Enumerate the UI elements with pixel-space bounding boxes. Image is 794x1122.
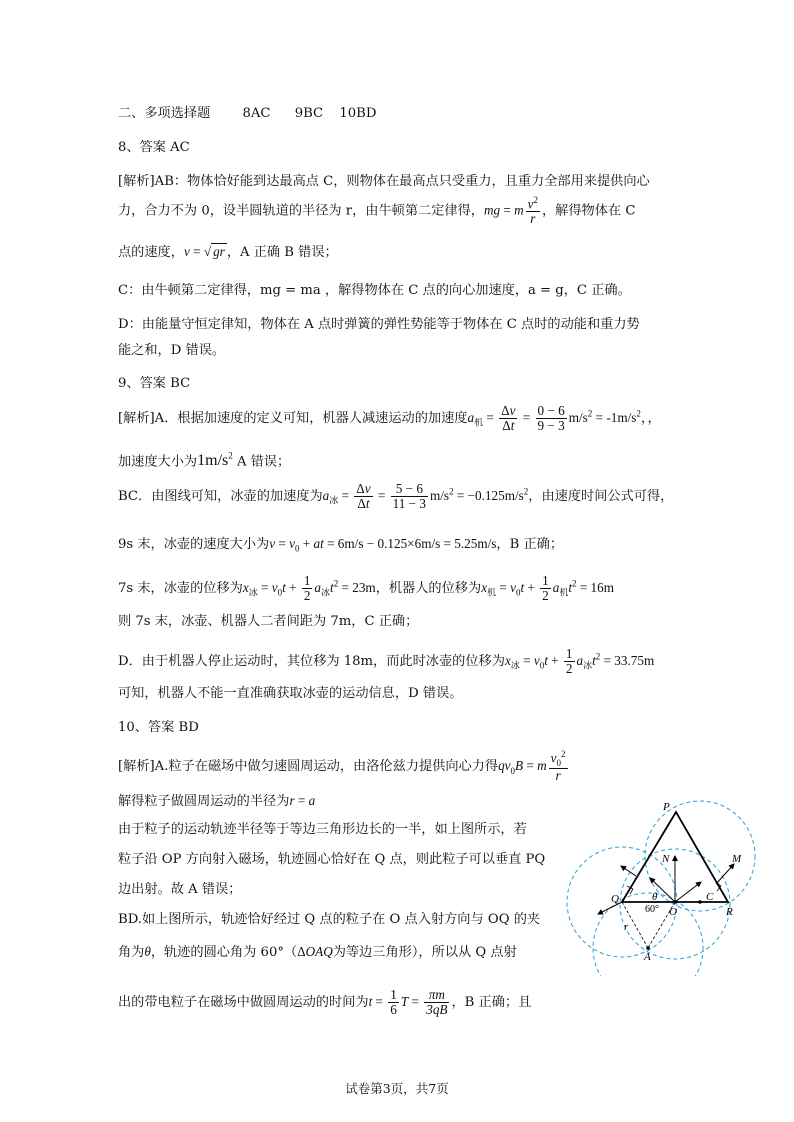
q10-head: 10、答案 BD <box>118 720 199 735</box>
label-N: N <box>662 853 670 865</box>
label-R: R <box>726 906 733 918</box>
q10-line6: BD.如上图所示，轨迹恰好经过 Q 点的粒子在 O 点入射方向与 OQ 的夹 <box>118 912 541 927</box>
q10-line7: 角为θ，轨迹的圆心角为 60°（ΔOAQ为等边三角形），所以从 Q 点射 <box>118 944 517 960</box>
label-theta: θ <box>652 891 658 903</box>
label-60deg: 60° <box>645 904 659 915</box>
q9-line1: [解析]A．根据加速度的定义可知，机器人减速运动的加速度$a_机$ = $\frac{\Delta v}{\Delta t}$ = $\frac{0 - 6}{9 - 3}$ $m/s^2 = -1m/s^2$，， <box>118 403 661 433</box>
answer-8: 8AC <box>242 106 271 121</box>
label-Q: Q <box>611 893 619 905</box>
q9-line2: 加速度大小为$1m/s^2$ A 错误； <box>118 451 291 470</box>
answer-10: 10BD <box>339 106 377 121</box>
q10-line1: [解析]A.粒子在磁场中做匀速圆周运动，由洛伦兹力提供向心力得$qv_0B = m$ $\frac{v_0^2}{r}$ <box>118 749 566 784</box>
q9-line8: 可知，机器人不能一直准确获取冰壶的运动信息，D 错误。 <box>118 686 463 701</box>
q10-line8: 出的带电粒子在磁场中做圆周运动的时间为t = $\frac{1}{6}$ T = $\frac{\pi m}{3qB}$ ，B 正确；且 <box>118 987 532 1017</box>
q8-line6: 能之和，D 错误。 <box>118 343 226 358</box>
q9-line7: D．由于机器人停止运动时，其位移为 18m，而此时冰壶的位移为$x_冰 = v_0t$ + $\frac{1}{2}$ $a_冰t^2 = 33.75m$ <box>118 646 655 676</box>
q9-line3: BC．由图线可知，冰壶的加速度为$a_冰$ = $\frac{\Delta v}{\Delta t}$ = $\frac{5 - 6}{11 - 3}$ $m/s^2 = -0.125m/s^2$，由速度时间公式可得， <box>118 481 674 511</box>
q8-line5: D：由能量守恒定律知，物体在 A 点时弹簧的弹性势能等于物体在 C 点时的动能和重力势 <box>118 317 640 332</box>
q10-line2: 解得粒子做圆周运动的半径为r = a <box>118 793 316 809</box>
q10-line5: 边出射。故 A 错误； <box>118 882 242 897</box>
q9-line6: 则 7s 末，冰壶、机器人二者间距为 7m，C 正确； <box>118 614 419 629</box>
page-footer: 试卷第3页，共7页 <box>345 1081 449 1096</box>
q9-line4: 9s 末，冰壶的速度大小为$v = v_0$ + at = 6m/s − 0.125×6m/s = 5.25m/s，B 正确； <box>118 536 564 554</box>
q8-line1: [解析]AB：物体恰好能到达最高点 C，则物体在最高点只受重力，且重力全部用来提供向心 <box>118 174 650 189</box>
q8-head: 8、答案 AC <box>118 140 190 155</box>
q10-line4: 粒子沿 OP 方向射入磁场，轨迹圆心恰好在 Q 点，则此粒子可以垂直 PQ <box>118 852 546 867</box>
section-title-line <box>118 106 376 122</box>
answer-9: 9BC <box>294 106 324 121</box>
label-M: M <box>732 853 742 865</box>
q8-line4: C：由牛顿第二定律得，mg = ma ，解得物体在 C 点的向心加速度，a = g，C 正确。 <box>118 283 631 298</box>
label-C: C <box>706 891 714 903</box>
q9-line5: 7s 末，冰壶的位移为$x_冰 = v_0t$ + $\frac{1}{2}$ $a_冰t^2 = 23m$，机器人的位移为$x_机 = v_0t$ + $\frac{1}{2}$ $a_机t^2 = 16m$ <box>118 573 615 603</box>
frac-v2-r: $\frac{v^2}{r}$ <box>527 195 538 227</box>
eq-mg: mg <box>483 202 501 218</box>
q10-line3: 由于粒子的运动轨迹半径等于等边三角形边长的一半，如上图所示，若 <box>118 822 527 837</box>
label-P: P <box>663 801 670 813</box>
label-A: A <box>644 951 651 963</box>
q8-line2: 力，合力不为 0，设半圆轨道的半径为 r，由牛顿第二定律得，mg = m $\frac{v^2}{r}$ ，解得物体在 C <box>118 195 636 227</box>
q9-head: 9、答案 BC <box>118 376 191 391</box>
label-r: r <box>624 921 629 933</box>
magnetic-field-triangle-figure <box>566 796 766 976</box>
label-O: O <box>669 906 677 918</box>
eq-v-sqrt: v <box>183 244 190 259</box>
section-title: 二、多项选择题 <box>118 106 211 121</box>
q8-line3: 点的速度，v = √ gr ，A 正确 B 错误； <box>118 244 338 260</box>
